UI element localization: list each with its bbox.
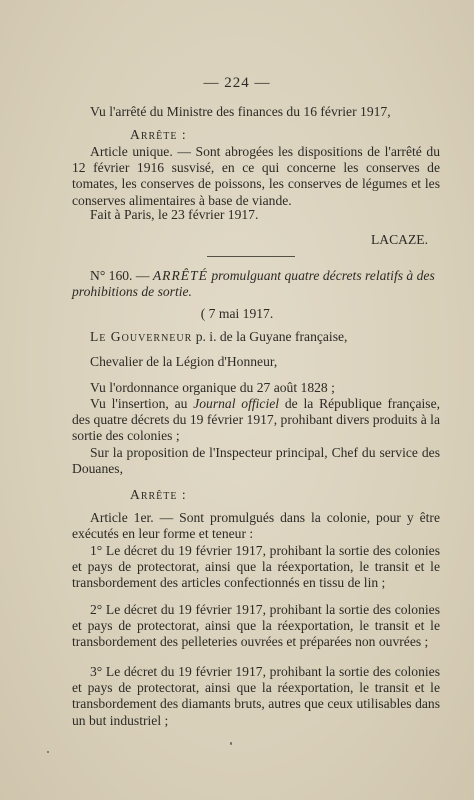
vu-ordonnance: Vu l'ordonnance organique du 27 août 1828 ; [90, 380, 335, 395]
gouverneur-rest: p. i. de la Guyane française, [195, 329, 348, 344]
signature-lacaze: LACAZE. [370, 232, 428, 247]
sur-proposition: Sur la proposition de l'Inspecteur principal, Chef du service des Douanes, [72, 445, 440, 477]
arrete-title [72, 268, 440, 300]
arrete-heading-2: Arrête : [130, 487, 187, 502]
arrete-number: N° 160. — [90, 268, 150, 283]
paper-speck [230, 742, 232, 745]
article-premier: Article 1er. — Sont promulgués dans la colonie, pour y être exécutés en leur forme et teneur : [72, 510, 440, 542]
decret-item-1: 1° Le décret du 19 février 1917, prohibant la sortie des colonies et pays de protectorat, ainsi que la réexportation, le transit et le transbordement des articles confectionnés en tissu de lin ; [72, 543, 440, 591]
article-unique: Article unique. — Sont abrogées les dispositions de l'arrêté du 12 février 1916 susvisé, en ce qui concerne les conserves de tomates, les conserves de poissons, les conserves de légumes et les conserves alimentaires à base de viande. [72, 144, 440, 208]
arrete-heading-1: Arrête : [130, 127, 187, 142]
journal-officiel: Journal officiel [193, 396, 280, 411]
decret-item-2: 2° Le décret du 19 février 1917, prohibant la sortie des colonies et pays de protectorat, ainsi que la réexportation, le transit et le transbordement des pelleteries ouvrées et préparées non ouvrées ; [72, 602, 440, 650]
decret-item-3: 3° Le décret du 19 février 1917, prohibant la sortie des colonies et pays de protectorat, ainsi que la réexportation, le transit et le transbordement des diamants bruts, autres que ceux utilisables dans un but industriel ; [72, 664, 440, 728]
chevalier-line: Chevalier de la Légion d'Honneur, [90, 354, 278, 369]
gouverneur-caps: Le Gouverneur [90, 329, 193, 344]
vu-insertion-b: de la République française, des quatre décrets du 19 février 1917, prohibant divers produits à la sortie des colonies ; [72, 396, 441, 444]
vu-insertion [72, 396, 440, 445]
vu-insertion-a: Vu l'insertion, au [90, 396, 188, 411]
fait-a-paris: Fait à Paris, le 23 février 1917. [90, 207, 259, 222]
paper-speck [47, 751, 49, 753]
page-number: — 224 — [203, 75, 271, 91]
arrete-title-caps: ARRÊTÉ [152, 268, 208, 283]
vu-ministre: Vu l'arrêté du Ministre des finances du 16 février 1917, [90, 104, 391, 119]
separator-rule [207, 256, 295, 257]
arrete-title-rest: promulguant quatre décrets relatifs à des prohibitions de sortie. [72, 268, 435, 300]
arrete-date: ( 7 mai 1917. [200, 306, 274, 321]
gouverneur-line [72, 329, 440, 345]
